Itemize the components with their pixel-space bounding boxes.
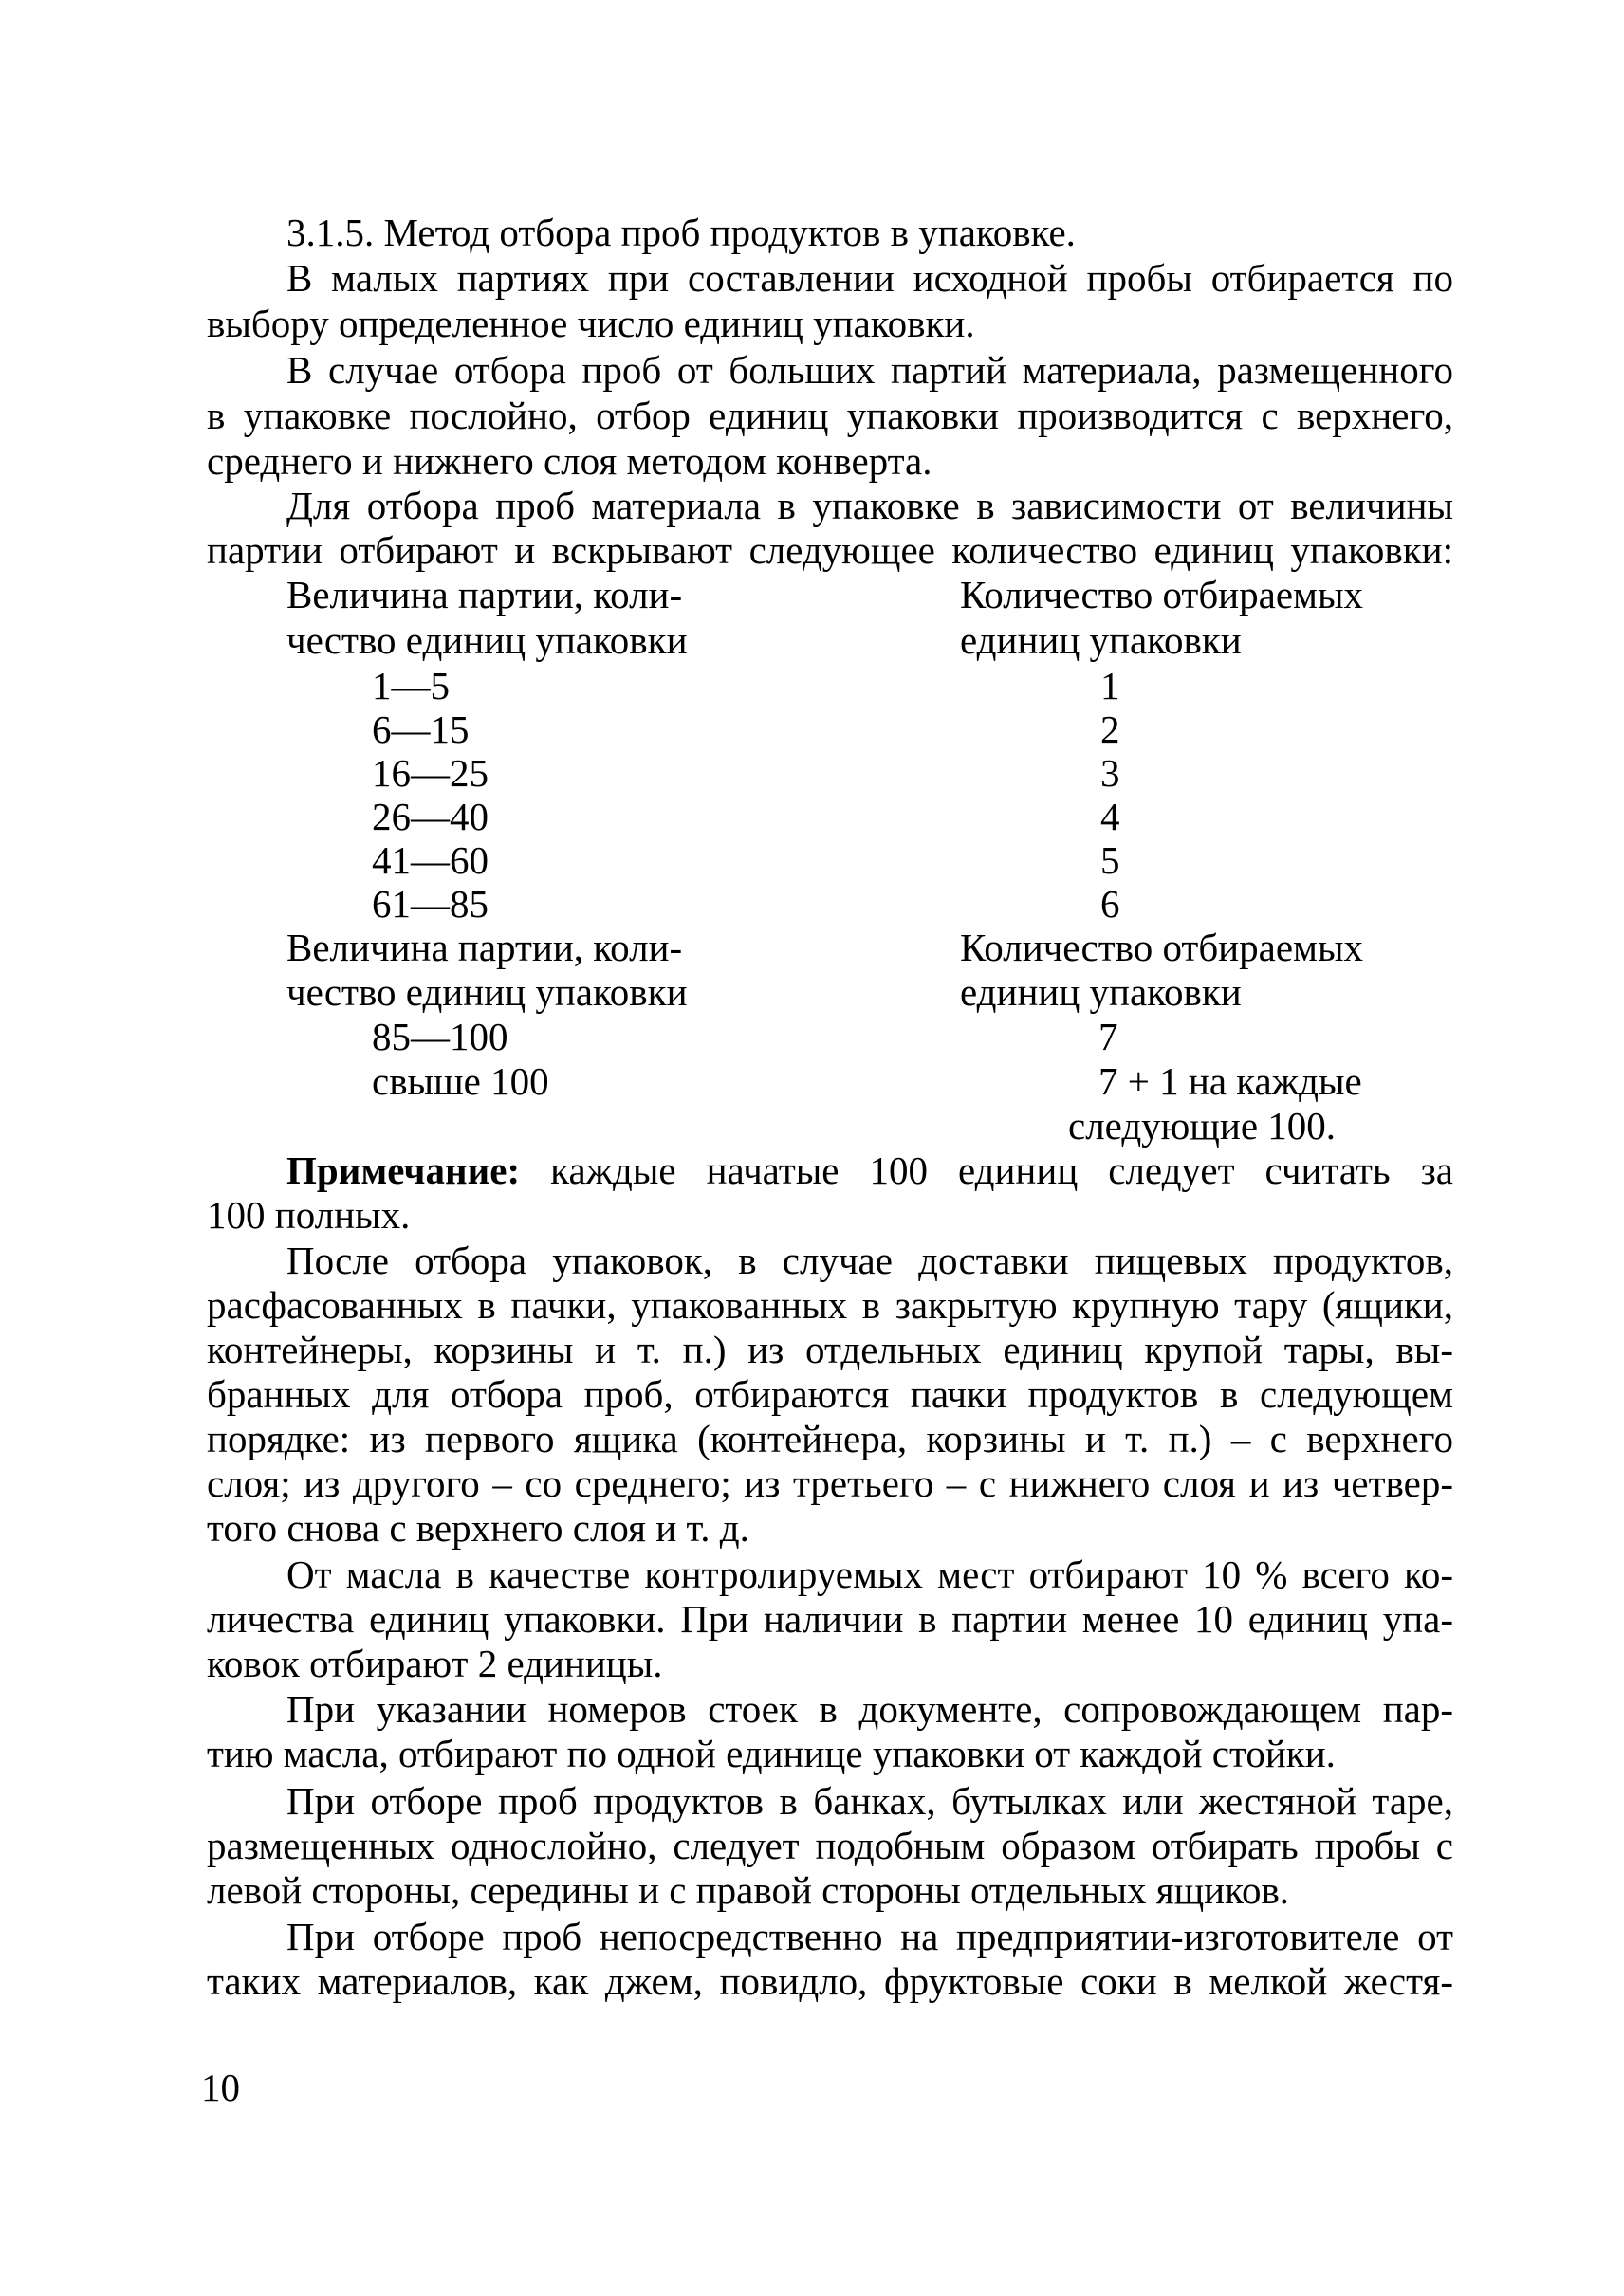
table-cell-range: 16—25	[372, 751, 489, 795]
table-header-left: Величина партии, коли-	[286, 926, 683, 969]
table-cell-count: 5	[1100, 838, 1120, 882]
page-number: 10	[201, 2066, 240, 2109]
note-label: Примечание:	[286, 1148, 521, 1192]
note-line: 100 полных.	[207, 1193, 411, 1237]
paragraph-line: размещенных однослойно, следует подобным образом отбирать пробы с	[207, 1824, 1453, 1867]
paragraph-line: выбору определенное число единиц упаковки.	[207, 302, 975, 345]
table-cell-count: 1	[1100, 664, 1120, 707]
paragraph-line: порядке: из первого ящика (контейнера, корзины и т. п.) – с верхнего	[207, 1417, 1453, 1460]
section-heading: 3.1.5. Метод отбора проб продуктов в упаковке.	[286, 211, 1076, 254]
paragraph-line: таких материалов, как джем, повидло, фруктовые соки в мелкой жестя-	[207, 1959, 1453, 2003]
paragraph-line: В малых партиях при составлении исходной пробы отбирается по	[286, 256, 1453, 300]
paragraph-line: тию масла, отбирают по одной единице упаковки от каждой стойки.	[207, 1732, 1336, 1775]
paragraph-line: бранных для отбора проб, отбираются пачки продуктов в следующем	[207, 1372, 1453, 1416]
table-header-right: единиц упаковки	[960, 618, 1242, 662]
table-cell-range: 26—40	[372, 795, 489, 838]
paragraph-line: Для отбора проб материала в упаковке в зависимости от величины	[286, 484, 1453, 527]
note-line	[286, 1148, 1453, 1193]
paragraph-line: партии отбирают и вскрывают следующее количество единиц упаковки:	[207, 528, 1453, 572]
table-cell-count: 4	[1100, 795, 1120, 838]
table-header-right: Количество отбираемых	[960, 926, 1364, 969]
paragraph-line: После отбора упаковок, в случае доставки пищевых продуктов,	[286, 1239, 1453, 1282]
table-cell-range: 41—60	[372, 838, 489, 882]
table-cell-range: 1—5	[372, 664, 450, 707]
table-header-right: единиц упаковки	[960, 970, 1242, 1014]
paragraph-line: в упаковке послойно, отбор единиц упаковки производится с верхнего,	[207, 394, 1453, 437]
table-cell-range: 61—85	[372, 882, 489, 926]
paragraph-line: того снова с верхнего слоя и т. д.	[207, 1506, 749, 1550]
table-cell-count: 7 + 1 на каждые	[1098, 1059, 1362, 1103]
paragraph-line: При отборе проб непосредственно на предприятии-изготовителе от	[286, 1915, 1453, 1958]
paragraph-line: слоя; из другого – со среднего; из третьего – с нижнего слоя и из четвер-	[207, 1461, 1453, 1505]
paragraph-line: среднего и нижнего слоя методом конверта.	[207, 439, 932, 483]
table-header-left: чество единиц упаковки	[286, 970, 688, 1014]
table-header-left: Величина партии, коли-	[286, 573, 683, 616]
paragraph-line: контейнеры, корзины и т. п.) из отдельных единиц крупой тары, вы-	[207, 1328, 1453, 1371]
paragraph-line: При указании номеров стоек в документе, сопровождающем пар-	[286, 1687, 1453, 1731]
table-cell-count: 3	[1100, 751, 1120, 795]
table-cell-range: 85—100	[372, 1015, 508, 1058]
paragraph-line: От масла в качестве контролируемых мест отбирают 10 % всего ко-	[286, 1552, 1453, 1596]
table-continuation: следующие 100.	[1068, 1104, 1337, 1148]
table-header-left: чество единиц упаковки	[286, 618, 688, 662]
table-cell-count: 2	[1100, 707, 1120, 751]
paragraph-line: расфасованных в пачки, упакованных в закрытую крупную тару (ящики,	[207, 1283, 1453, 1327]
paragraph-line: ковок отбирают 2 единицы.	[207, 1642, 663, 1685]
paragraph-line: личества единиц упаковки. При наличии в партии менее 10 единиц упа-	[207, 1597, 1453, 1641]
table-cell-range: свыше 100	[372, 1059, 549, 1103]
paragraph-line: В случае отбора проб от больших партий материала, размещенного	[286, 348, 1453, 392]
table-cell-range: 6—15	[372, 707, 470, 751]
paragraph-line: левой стороны, середины и с правой стороны отдельных ящиков.	[207, 1868, 1290, 1912]
note-text: каждые начатые 100 единиц следует считать за	[550, 1148, 1453, 1192]
table-header-right: Количество отбираемых	[960, 573, 1364, 616]
table-cell-count: 7	[1098, 1015, 1118, 1058]
table-cell-count: 6	[1100, 882, 1120, 926]
paragraph-line: При отборе проб продуктов в банках, бутылках или жестяной таре,	[286, 1779, 1453, 1823]
